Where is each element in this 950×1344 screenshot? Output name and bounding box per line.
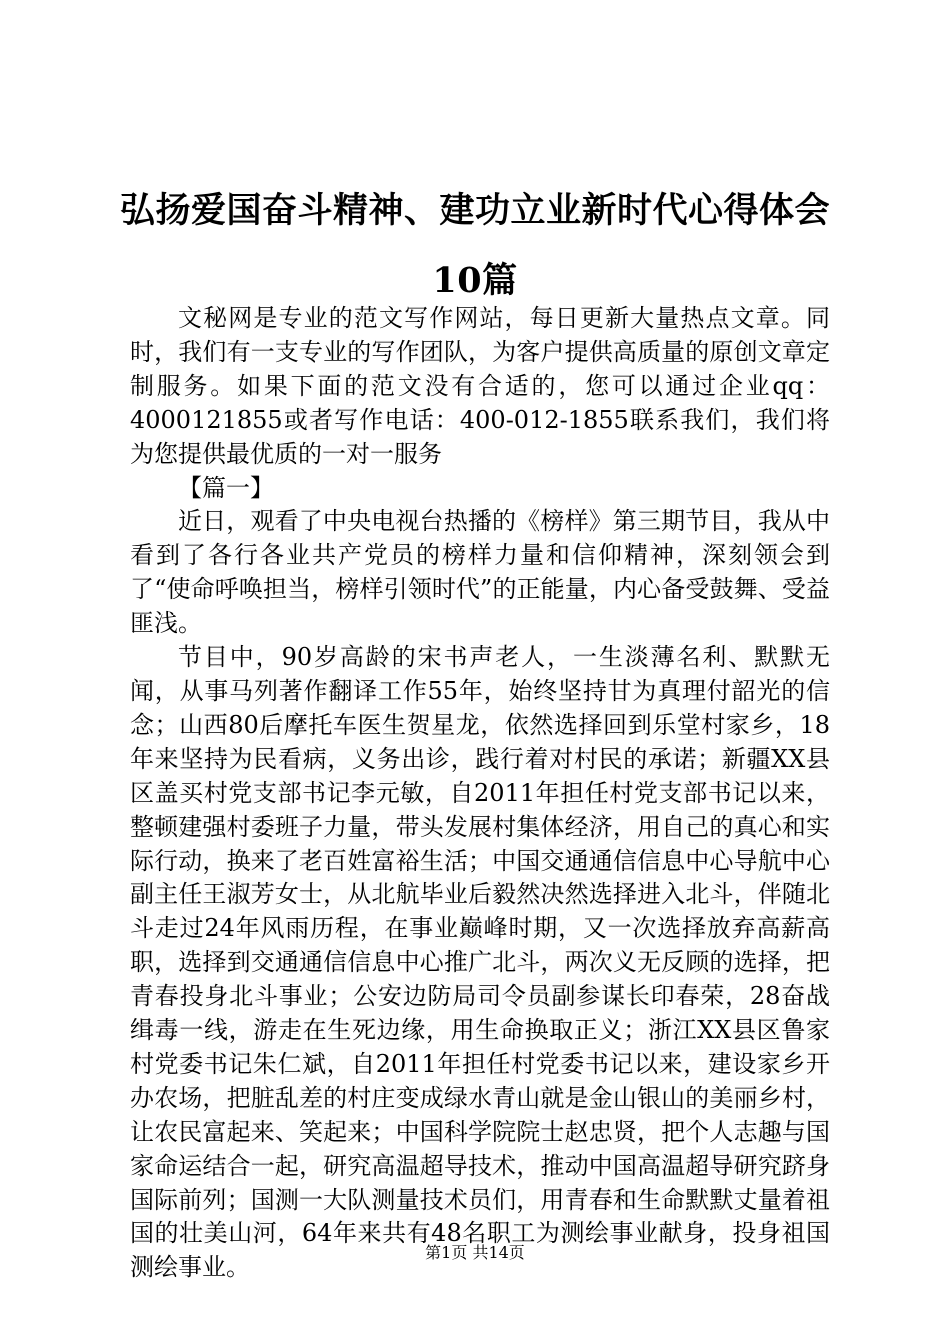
intro-paragraph: 文秘网是专业的范文写作网站，每日更新大量热点文章。同时，我们有一支专业的写作团队，为客户提供高质量的原创文章定制服务。如果下面的范文没有合适的，您可以通过企业qq：4000121855或者写作电话：400-012-1855联系我们，我们将为您提供最优质的一对一服务 <box>130 304 830 468</box>
body-paragraph: 节目中，90岁高龄的宋书声老人，一生淡薄名利、默默无闻，从事马列著作翻译工作55年，始终坚持甘为真理付韶光的信念；山西80后摩托车医生贺星龙，依然选择回到乐堂村家乡，18年来坚持为民看病，义务出诊，践行着对村民的承诺；新疆XX县区盖买村党支部书记李元敏，自2011年担任村党支部书记以来，整顿建强村委班子力量，带头发展村集体经济，用自己的真心和实际行动，换来了老百姓富裕生活；中国交通通信信息中心导航中心副主任王淑芳女士，从北航毕业后毅然决然选择进入北斗，伴随北斗走过24年风雨历程，在事业巅峰时期，又一次选择放弃高薪高职，选择到交通通信信息中心推广北斗，两次义无反顾的选择，把青春投身北斗事业；公安边防局司令员副参谋长印春荣，28奋战缉毒一线，游走在生死边缘，用生命换取正义；浙江XX县区鲁家村党委书记朱仁斌，自2011年担任村党委书记以来，建设家乡开办农场，把脏乱差的村庄变成绿水青山就是金山银山的美丽乡村，让农民富起来、笑起来；中国科学院院士赵忠贤，把个人志趣与国家命运结合一起，研究高温超导技术，推动中国高温超导研究跻身国际前列；国测一大队测量技术员们，用青春和生命默默丈量着祖国的壮美山河，64年来共有48名职工为测绘事业献身，投身祖国测绘事业。 <box>130 643 830 1282</box>
page-number-footer: 第1页 共14页 <box>425 1243 525 1262</box>
body-paragraph: 近日，观看了中央电视台热播的《榜样》第三期节目，我从中看到了各行各业共产党员的榜样力量和信仰精神，深刻领会到了“使命呼唤担当，榜样引领时代”的正能量，内心备受鼓舞、受益匪浅。 <box>130 507 830 638</box>
document-body <box>130 302 830 1285</box>
document-title: 弘扬爱国奋斗精神、建功立业新时代心得体会10篇 <box>119 190 830 301</box>
section-heading: 【篇一】 <box>178 473 274 502</box>
